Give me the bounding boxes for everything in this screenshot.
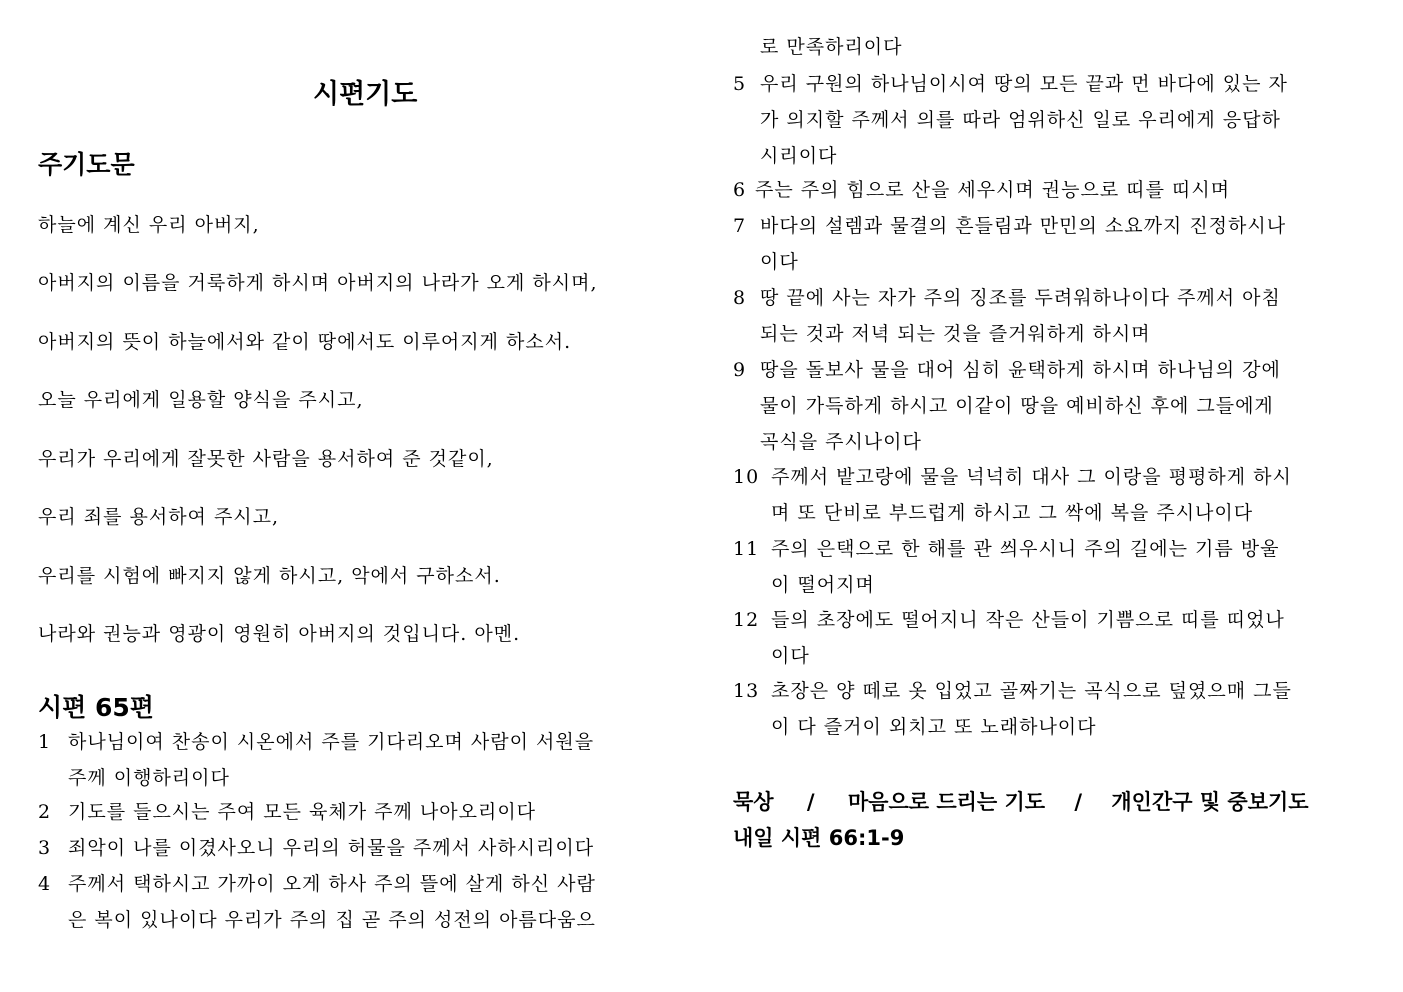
verse-line: 가 의지할 주께서 의를 따라 엄위하신 일로 우리에게 응답하 <box>760 109 1281 131</box>
verse-line: 바다의 설렘과 물결의 흔들림과 만민의 소요까지 진정하시나 <box>760 215 1287 237</box>
verse-continuation <box>733 29 1388 65</box>
verse-line: 주의 은택으로 한 해를 관 씌우시니 주의 길에는 기름 방울 <box>771 538 1280 560</box>
verse-line: 주께서 택하시고 가까이 오게 하사 주의 뜰에 살게 하신 사람 <box>68 873 596 895</box>
prayer-line: 아버지의 이름을 거룩하게 하시며 아버지의 나라가 오게 하시며, <box>38 272 598 294</box>
verse-line: 이 다 즐거이 외치고 또 노래하나이다 <box>771 716 1097 738</box>
verse-number: 3 <box>38 837 52 859</box>
footer-item: 묵상 <box>733 790 774 814</box>
verse-number: 11 <box>733 538 760 560</box>
verse-number: 10 <box>733 466 760 488</box>
psalm-verse <box>733 602 1388 674</box>
psalm-verse <box>733 172 1388 208</box>
footer-separator: / <box>1074 790 1083 814</box>
verse-number: 5 <box>733 73 747 95</box>
verse-line: 이다 <box>760 251 799 273</box>
prayer-heading: 주기도문 <box>38 150 135 179</box>
meditation-guide <box>733 786 1309 816</box>
verse-line: 초장은 양 떼로 옷 입었고 골짜기는 곡식으로 덮였으매 그들 <box>771 680 1292 702</box>
prayer-line: 하늘에 계신 우리 아버지, <box>38 214 260 236</box>
prayer-line: 아버지의 뜻이 하늘에서와 같이 땅에서도 이루어지게 하소서. <box>38 331 572 353</box>
verse-line: 기도를 들으시는 주여 모든 육체가 주께 나아오리이다 <box>68 801 537 823</box>
prayer-line: 우리를 시험에 빠지지 않게 하시고, 악에서 구하소서. <box>38 565 501 587</box>
psalm-verse <box>38 794 698 830</box>
psalm-verse <box>38 830 698 866</box>
verse-line: 이다 <box>771 645 810 667</box>
verse-number: 9 <box>733 359 747 381</box>
verse-line: 죄악이 나를 이겼사오니 우리의 허물을 주께서 사하시리이다 <box>68 837 595 859</box>
verse-line: 주께 이행하리이다 <box>68 767 230 789</box>
verse-line: 은 복이 있나이다 우리가 주의 집 곧 주의 성전의 아름다움으 <box>68 909 596 931</box>
verse-number: 6 <box>733 179 747 201</box>
psalm-heading: 시편 65편 <box>38 693 154 722</box>
psalm-verse <box>733 208 1388 280</box>
verse-line: 땅 끝에 사는 자가 주의 징조를 두려워하나이다 주께서 아침 <box>760 287 1281 309</box>
psalm-verse <box>733 673 1388 745</box>
verse-line: 들의 초장에도 떨어지니 작은 산들이 기쁨으로 띠를 띠었나 <box>771 609 1285 631</box>
verse-line: 시리이다 <box>760 145 838 167</box>
psalm-verse <box>733 66 1388 174</box>
verse-number: 4 <box>38 873 52 895</box>
verse-line: 며 또 단비로 부드럽게 하시고 그 싹에 복을 주시나이다 <box>771 502 1254 524</box>
prayer-line: 우리가 우리에게 잘못한 사람을 용서하여 준 것같이, <box>38 448 494 470</box>
verse-line: 주께서 밭고랑에 물을 넉넉히 대사 그 이랑을 평평하게 하시 <box>771 466 1292 488</box>
prayer-line: 우리 죄를 용서하여 주시고, <box>38 506 280 528</box>
verse-line: 곡식을 주시나이다 <box>760 431 922 453</box>
verse-line: 주는 주의 힘으로 산을 세우시며 권능으로 띠를 띠시며 <box>755 179 1231 201</box>
psalm-verse <box>733 459 1388 531</box>
psalm-verse <box>733 531 1388 603</box>
psalm-verse <box>733 352 1388 460</box>
next-reading: 내일 시편 66:1-9 <box>733 826 905 850</box>
verse-number: 13 <box>733 680 760 702</box>
verse-number: 12 <box>733 609 760 631</box>
psalm-verse <box>733 280 1388 352</box>
verse-line: 우리 구원의 하나님이시여 땅의 모든 끝과 먼 바다에 있는 자 <box>760 73 1288 95</box>
verse-line: 물이 가득하게 하시고 이같이 땅을 예비하신 후에 그들에게 <box>760 395 1274 417</box>
verse-number: 8 <box>733 287 747 309</box>
prayer-line: 나라와 권능과 영광이 영원히 아버지의 것입니다. 아멘. <box>38 623 521 645</box>
verse-line: 되는 것과 저녁 되는 것을 즐거워하게 하시며 <box>760 323 1151 345</box>
verse-line: 이 떨어지며 <box>771 574 875 596</box>
verse-number: 1 <box>38 731 52 753</box>
verse-number: 7 <box>733 215 747 237</box>
psalm-verse <box>38 724 698 796</box>
verse-line: 땅을 돌보사 물을 대어 심히 윤택하게 하시며 하나님의 강에 <box>760 359 1281 381</box>
page-title: 시편기도 <box>313 79 418 110</box>
psalm-verse <box>38 866 698 938</box>
footer-item: 개인간구 및 중보기도 <box>1111 790 1309 814</box>
prayer-line: 오늘 우리에게 일용할 양식을 주시고, <box>38 389 364 411</box>
verse-number: 2 <box>38 801 52 823</box>
verse-line: 하나님이여 찬송이 시온에서 주를 기다리오며 사람이 서원을 <box>68 731 595 753</box>
footer-item: 마음으로 드리는 기도 <box>847 790 1046 814</box>
footer-separator: / <box>806 790 815 814</box>
verse-line: 로 만족하리이다 <box>760 36 903 58</box>
